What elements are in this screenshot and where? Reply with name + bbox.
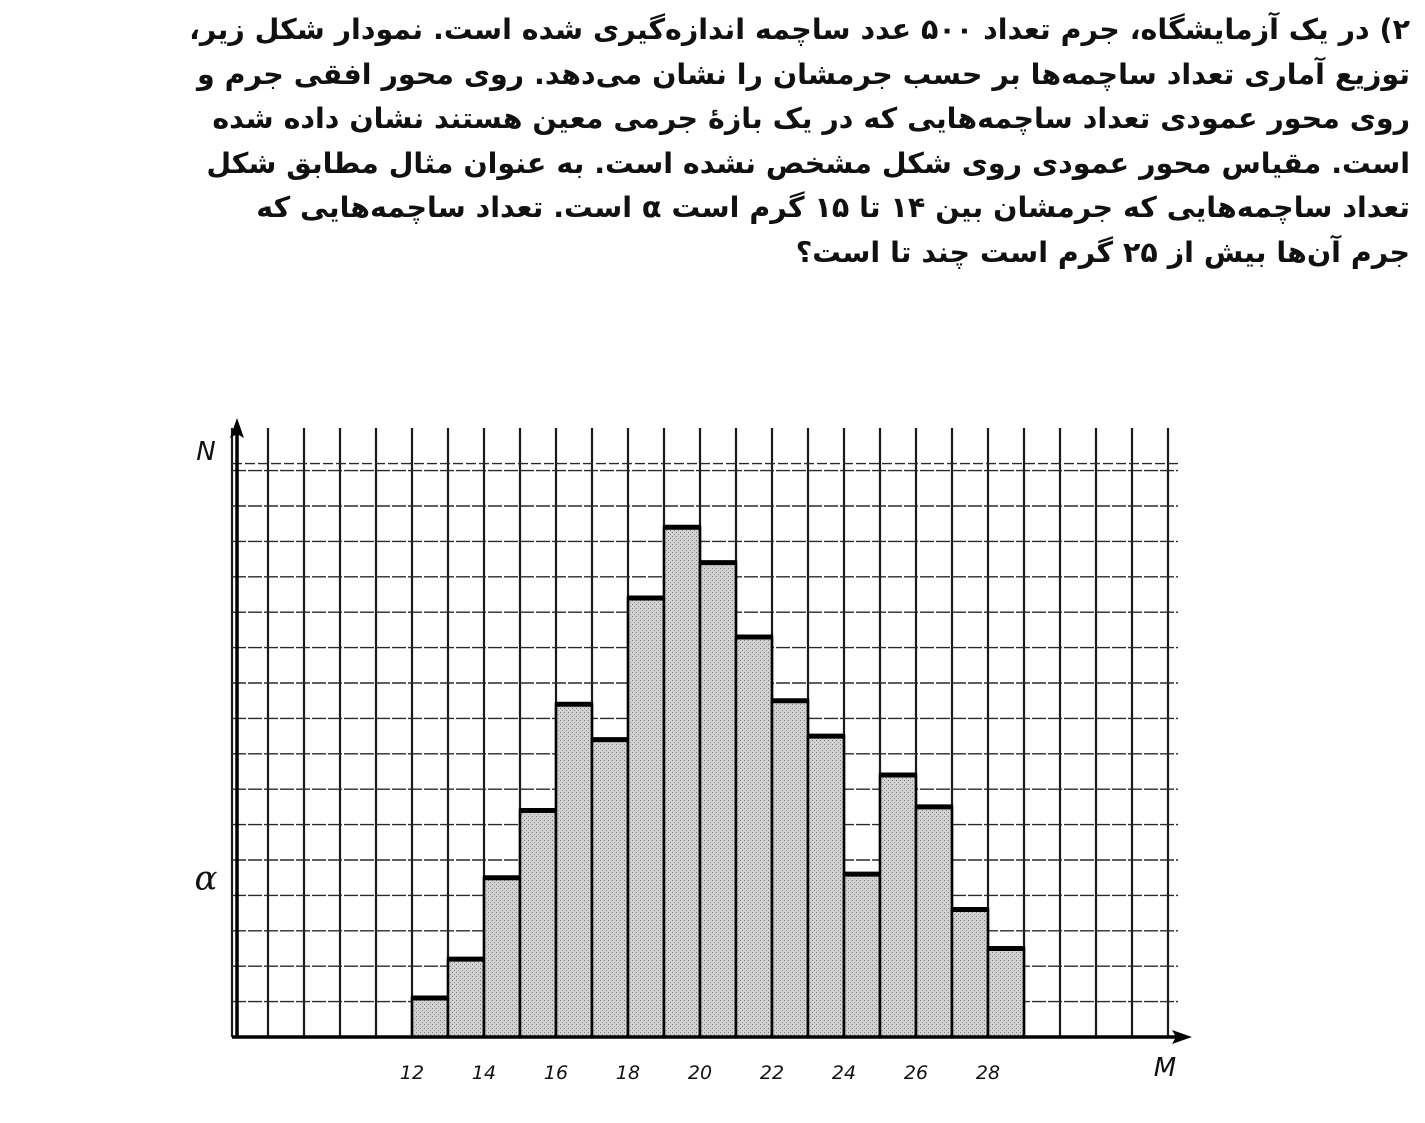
bar (592, 740, 628, 1037)
bar (520, 810, 556, 1037)
x-tick-label: 20 (687, 1062, 713, 1084)
x-tick-label: 18 (615, 1062, 641, 1084)
bar (808, 736, 844, 1037)
bar (772, 701, 808, 1037)
y-axis-label: N (196, 437, 216, 467)
x-tick-label: 26 (903, 1062, 929, 1084)
bar (988, 949, 1024, 1038)
bar (484, 878, 520, 1037)
question-line-4: است. مقیاس محور عمودی روی شکل مشخص نشده است. به عنوان مثال مطابق شکل (206, 146, 1410, 180)
question-line-5: تعداد ساچمه‌هایی که جرمشان بین ۱۴ تا ۱۵ گرم است α است. تعداد ساچمه‌هایی که (256, 191, 1410, 224)
bar (844, 874, 880, 1037)
x-tick-label: 28 (975, 1062, 1001, 1084)
question-line-2: توزیع آماری تعداد ساچمه‌ها بر حسب جرمشان را نشان می‌دهد. روی محور افقی جرم و (197, 57, 1410, 91)
bar (448, 959, 484, 1037)
bar (916, 807, 952, 1037)
bar (628, 598, 664, 1037)
bars (411, 527, 1025, 1037)
x-tick-label: 16 (543, 1062, 569, 1084)
x-axis-label: M (1153, 1053, 1177, 1083)
question-line-3: روی محور عمودی تعداد ساچمه‌هایی که در یک بازهٔ جرمی معین هستند نشان داده شده (212, 102, 1410, 135)
alpha-label: α (194, 858, 218, 899)
bar (700, 563, 736, 1037)
bar (736, 637, 772, 1037)
x-tick-label: 24 (831, 1062, 857, 1084)
x-tick-label: 22 (759, 1062, 785, 1084)
x-tick-label: 12 (399, 1062, 425, 1084)
bar (952, 910, 988, 1037)
question-line-1: ۲) در یک آزمایشگاه، جرم تعداد ۵۰۰ عدد ساچمه اندازه‌گیری شده است. نمودار شکل زیر، (189, 13, 1410, 46)
bar (664, 527, 700, 1037)
x-tick-label: 14 (471, 1062, 497, 1084)
question-line-6: جرم آن‌ها بیش از ۲۵ گرم است چند تا است؟ (795, 235, 1410, 269)
bar (412, 998, 448, 1037)
bar (556, 704, 592, 1037)
bar (880, 775, 916, 1037)
